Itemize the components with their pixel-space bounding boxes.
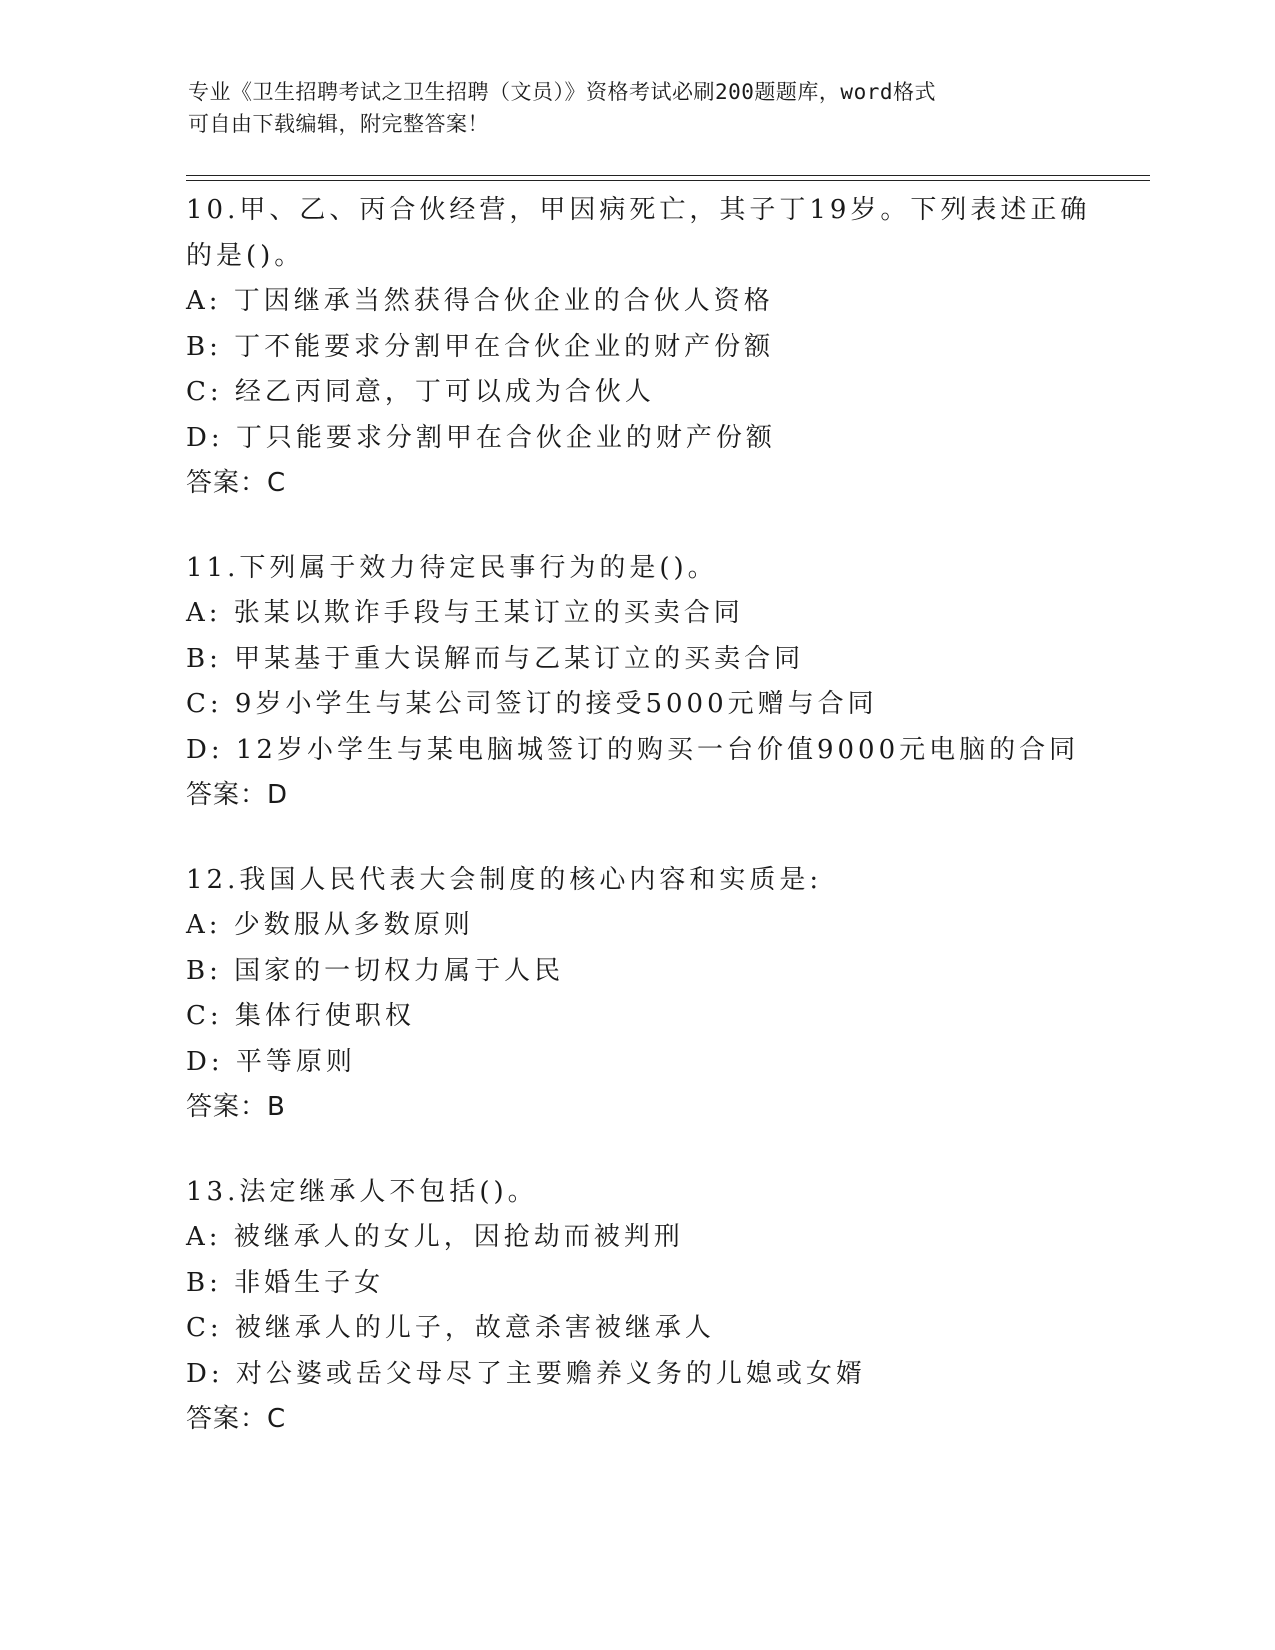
option-d: D: 丁只能要求分割甲在合伙企业的财产份额 xyxy=(186,422,776,453)
answer: 答案：B xyxy=(186,1092,286,1122)
option-a: A: 少数服从多数原则 xyxy=(186,910,474,940)
question-12 xyxy=(186,858,1126,1131)
option-b: B: 非婚生子女 xyxy=(186,1267,385,1298)
question-stem: 11.下列属于效力待定民事行为的是()。 xyxy=(186,552,718,583)
option-a: A: 被继承人的女儿，因抢劫而被判刑 xyxy=(186,1222,684,1252)
question-stem: 的是()。 xyxy=(186,240,305,271)
option-c: C: 经乙丙同意，丁可以成为合伙人 xyxy=(186,377,655,407)
option-c: C: 被继承人的儿子，故意杀害被继承人 xyxy=(186,1313,715,1343)
option-a: A: 丁因继承当然获得合伙企业的合伙人资格 xyxy=(186,286,774,316)
header-line-1: 专业《卫生招聘考试之卫生招聘（文员）》资格考试必刷200题题库，word格式 xyxy=(188,80,936,104)
option-b: B: 甲某基于重大误解而与乙某订立的买卖合同 xyxy=(186,643,805,674)
question-stem: 10.甲、乙、丙合伙经营，甲因病死亡，其子丁19岁。下列表述正确 xyxy=(186,195,1091,225)
option-c: C: 集体行使职权 xyxy=(186,1001,415,1031)
header-line-2: 可自由下载编辑，附完整答案！ xyxy=(188,112,489,136)
option-c: C: 9岁小学生与某公司签订的接受5000元赠与合同 xyxy=(186,689,878,719)
question-13 xyxy=(186,1170,1126,1443)
question-10 xyxy=(186,188,1126,507)
option-d: D: 对公婆或岳父母尽了主要赡养义务的儿媳或女婿 xyxy=(186,1358,866,1389)
option-b: B: 丁不能要求分割甲在合伙企业的财产份额 xyxy=(186,331,775,362)
question-11 xyxy=(186,546,1126,819)
answer: 答案：D xyxy=(186,780,289,810)
document-header xyxy=(188,76,1068,140)
option-b: B: 国家的一切权力属于人民 xyxy=(186,955,565,986)
question-list xyxy=(186,188,1126,1482)
answer: 答案：C xyxy=(186,468,287,498)
option-d: D: 平等原则 xyxy=(186,1046,356,1077)
question-stem: 12.我国人民代表大会制度的核心内容和实质是: xyxy=(186,864,823,895)
answer: 答案：C xyxy=(186,1404,287,1434)
header-divider xyxy=(186,175,1150,181)
option-d: D: 12岁小学生与某电脑城签订的购买一台价值9000元电脑的合同 xyxy=(186,734,1080,765)
question-stem: 13.法定继承人不包括()。 xyxy=(186,1176,538,1207)
option-a: A: 张某以欺诈手段与王某订立的买卖合同 xyxy=(186,598,744,628)
